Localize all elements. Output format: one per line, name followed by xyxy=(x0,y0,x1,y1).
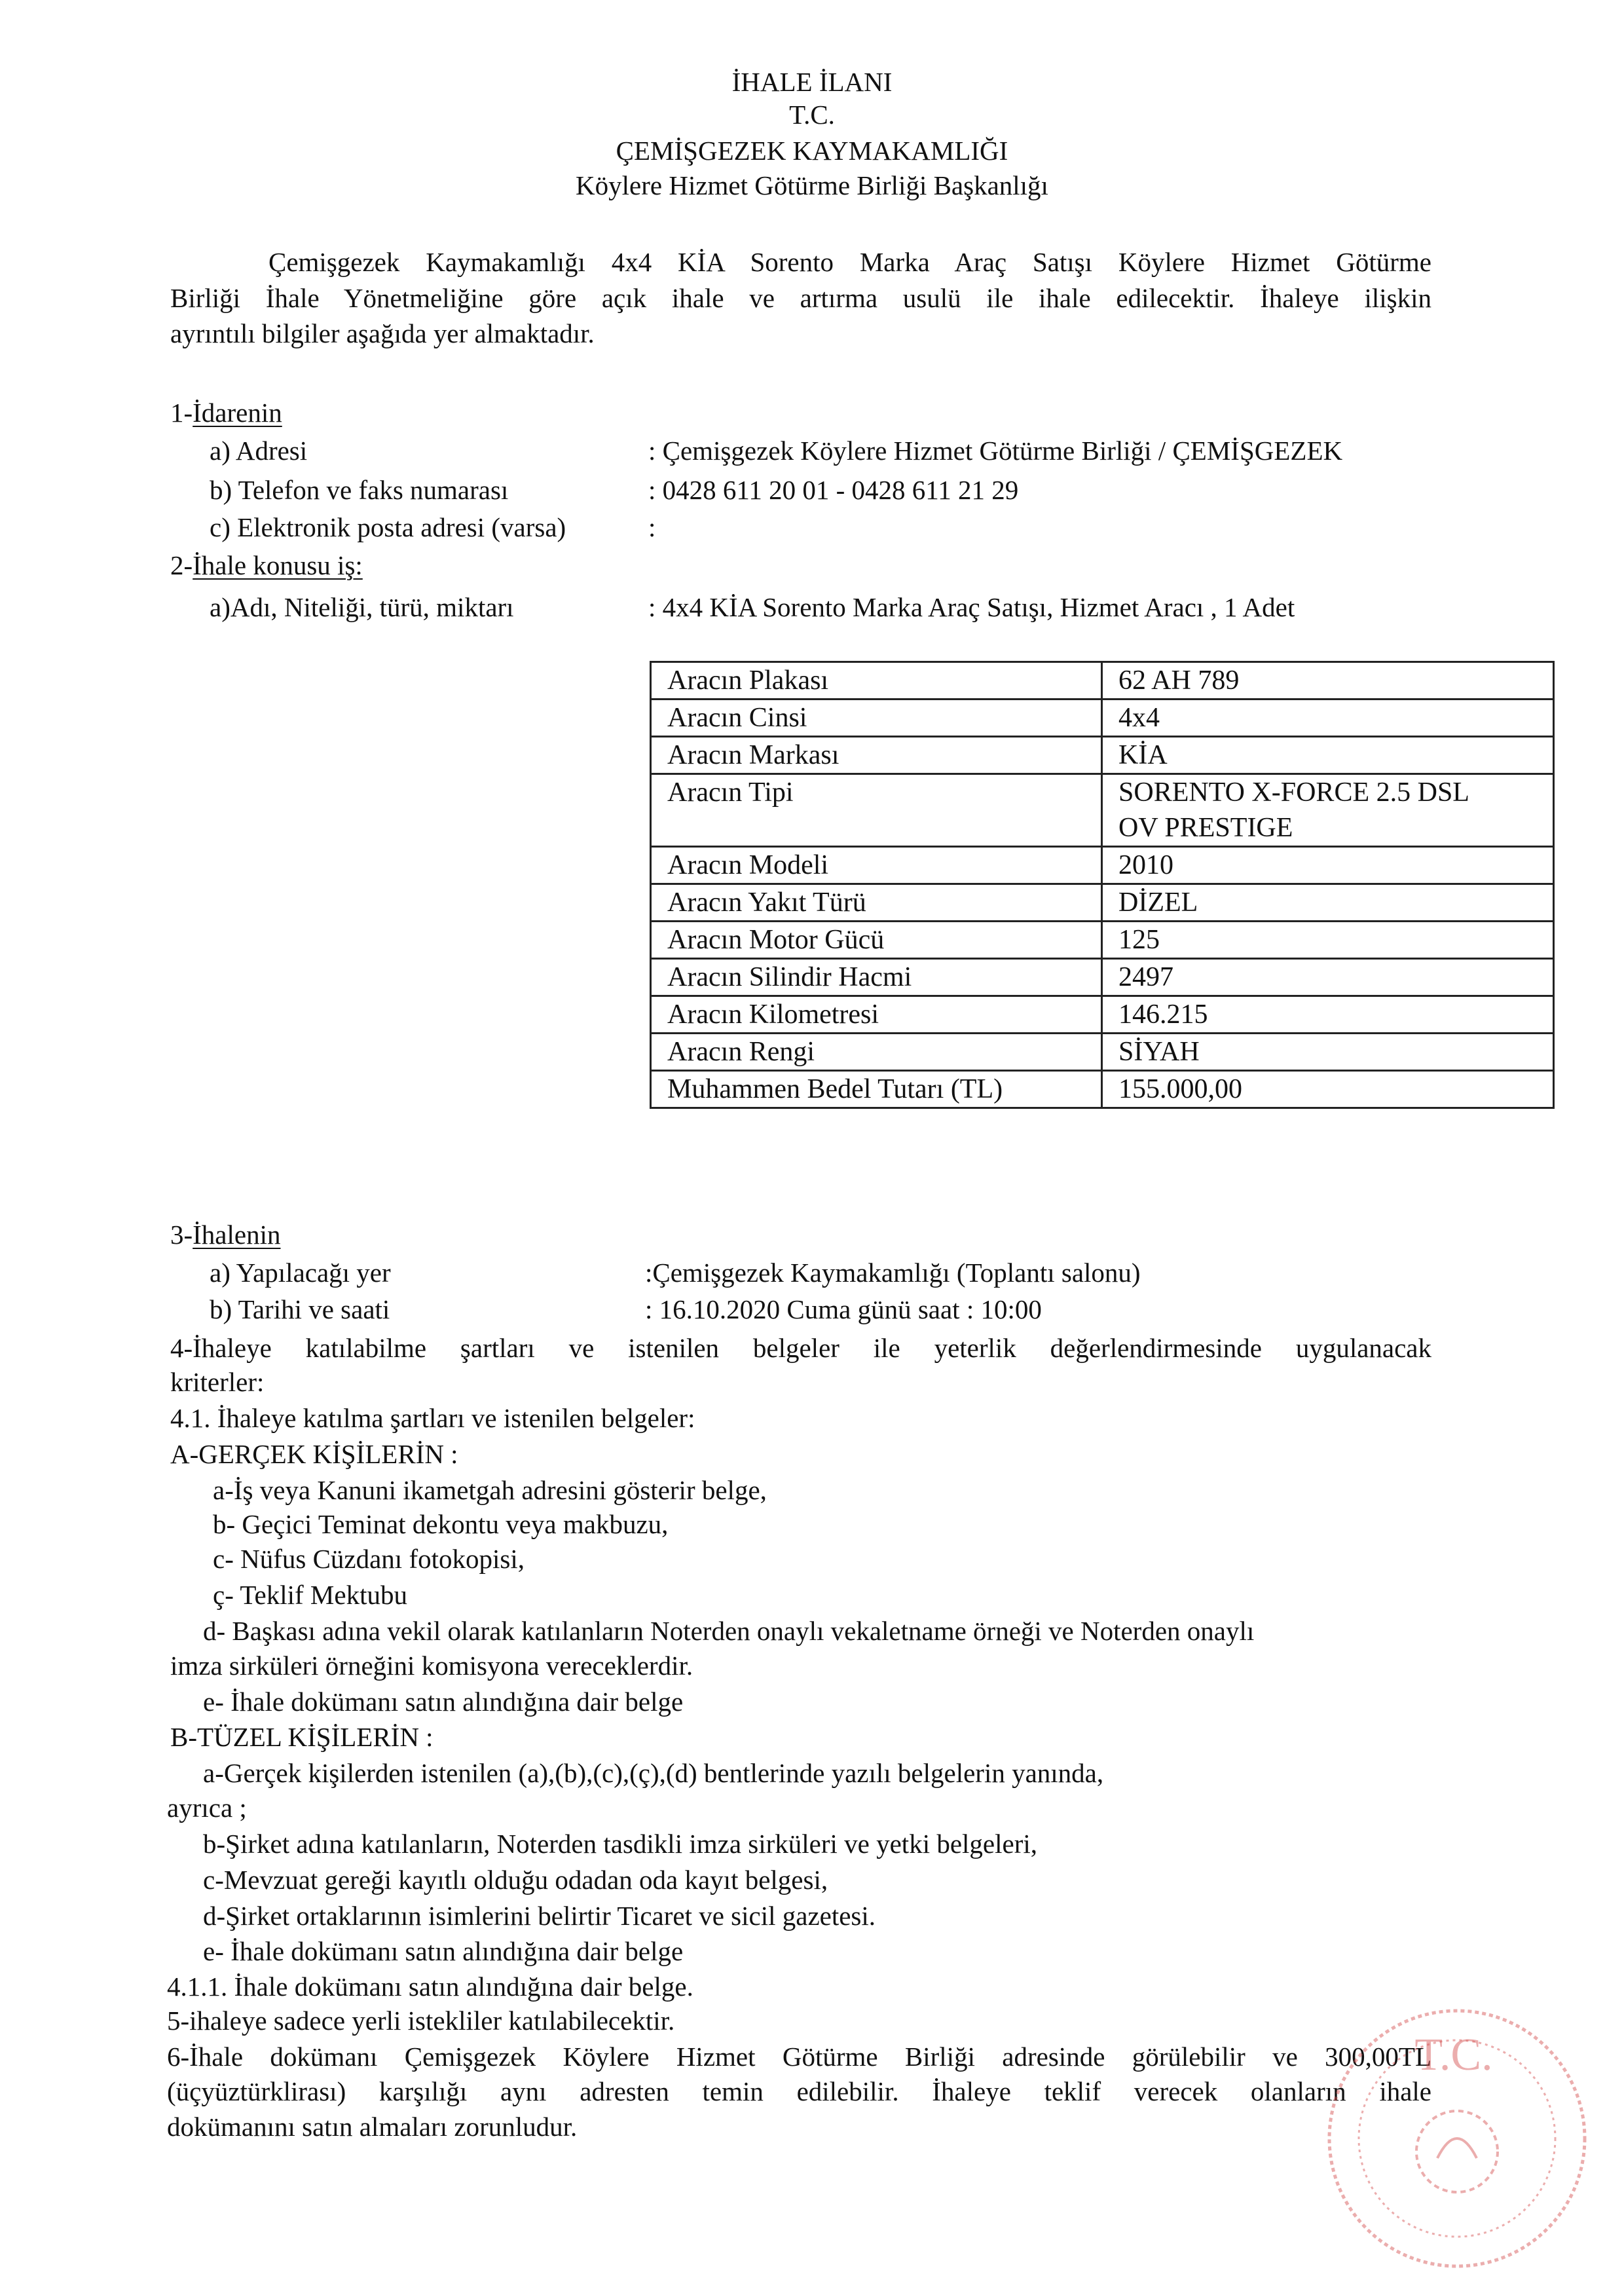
table-row: Aracın Yakıt Türü DİZEL xyxy=(651,884,1554,922)
table-row: Aracın Tipi SORENTO X-FORCE 2.5 DSL OV PRESTIGE xyxy=(651,774,1554,847)
list-item: d- Başkası adına vekil olarak katılanların Noterden onaylı vekaletname örneği ve Noterden onaylı xyxy=(203,1616,1255,1646)
list-item-continuation: imza sirküleri örneğini komisyona vereceklerdir. xyxy=(170,1651,693,1681)
section-4-intro-1: 4-İhaleye katılabilme şartları ve istenilen belgeler ile yeterlik değerlendirmesinde uygulanacak xyxy=(170,1333,1431,1363)
list-item: d-Şirket ortaklarının isimlerini belirtir Ticaret ve sicil gazetesi. xyxy=(203,1901,876,1931)
section-6-line-2: (üçyüztürklirası) karşılığı aynı adresten temin edilebilir. İhaleye teklif verecek olanların ihale xyxy=(167,2076,1431,2106)
intro-line-3: ayrıntılı bilgiler aşağıda yer almaktadır. xyxy=(170,318,595,348)
section-5: 5-ihaleye sadece yerli istekliler katılabilecektir. xyxy=(167,2006,675,2036)
natural-persons-heading: A-GERÇEK KİŞİLERİN : xyxy=(170,1439,458,1469)
section-4-intro-2: kriterler: xyxy=(170,1367,265,1397)
list-item: e- İhale dokümanı satın alındığına dair belge xyxy=(203,1687,684,1717)
list-item: a-Gerçek kişilerden istenilen (a),(b),(c),(ç),(d) bentlerinde yazılı belgelerin yanında, xyxy=(203,1758,1104,1788)
list-item: e- İhale dokümanı satın alındığına dair belge xyxy=(203,1936,684,1966)
header-title: İHALE İLANI xyxy=(731,67,893,97)
list-item: b- Geçici Teminat dekontu veya makbuzu, xyxy=(213,1509,669,1539)
legal-entities-heading: B-TÜZEL KİŞİLERİN : xyxy=(170,1722,434,1752)
section-6-line-3: dokümanını satın almaları zorunludur. xyxy=(167,2112,578,2142)
table-row: Aracın Motor Gücü 125 xyxy=(651,922,1554,959)
list-item-continuation: ayrıca ; xyxy=(167,1793,247,1823)
section-3-heading: 3-İhalenin xyxy=(170,1220,281,1250)
list-item: a-İş veya Kanuni ikametgah adresini gösterir belge, xyxy=(213,1475,767,1505)
vehicle-table xyxy=(650,661,1555,1109)
section-6-line-1: 6-İhale dokümanı Çemişgezek Köylere Hizmet Götürme Birliği adresinde görülebilir ve 300,00TL xyxy=(167,2042,1431,2072)
header-authority: ÇEMİŞGEZEK KAYMAKAMLIĞI xyxy=(616,136,1008,166)
list-item: c- Nüfus Cüzdanı fotokopisi, xyxy=(213,1544,525,1574)
list-item: c-Mevzuat gereği kayıtlı olduğu odadan oda kayıt belgesi, xyxy=(203,1865,828,1895)
stamp-lettering: T.C. xyxy=(1414,2030,1493,2080)
header-unit: Köylere Hizmet Götürme Birliği Başkanlığı xyxy=(576,170,1048,200)
section-4-1-1: 4.1.1. İhale dokümanı satın alındığına dair belge. xyxy=(167,1971,693,2002)
table-row: Aracın Rengi SİYAH xyxy=(651,1034,1554,1071)
table-row: Aracın Silindir Hacmi 2497 xyxy=(651,959,1554,996)
table-row: Aracın Modeli 2010 xyxy=(651,847,1554,884)
list-item: b-Şirket adına katılanların, Noterden tasdikli imza sirküleri ve yetki belgeleri, xyxy=(203,1829,1038,1859)
header-tc: T.C. xyxy=(789,100,835,130)
table-row: Aracın Kilometresi 146.215 xyxy=(651,996,1554,1034)
intro-line-1: Çemişgezek Kaymakamlığı 4x4 KİA Sorento Marka Araç Satışı Köylere Hizmet Götürme xyxy=(268,247,1431,277)
section-2-heading: 2-İhale konusu iş: xyxy=(170,550,363,580)
list-item: ç- Teklif Mektubu xyxy=(213,1580,407,1610)
official-stamp xyxy=(1303,1998,1617,2273)
section-1-heading: 1-İdarenin xyxy=(170,398,282,428)
section-4-1-heading: 4.1. İhaleye katılma şartları ve istenilen belgeler: xyxy=(170,1403,695,1433)
table-row: Aracın Markası KİA xyxy=(651,737,1554,774)
table-row: Aracın Cinsi 4x4 xyxy=(651,700,1554,737)
table-row: Aracın Plakası 62 AH 789 xyxy=(651,662,1554,700)
intro-line-2: Birliği İhale Yönetmeliğine göre açık ihale ve artırma usulü ile ihale edilecektir. İhaleye ilişkin xyxy=(170,283,1431,313)
table-row: Muhammen Bedel Tutarı (TL) 155.000,00 xyxy=(651,1071,1554,1108)
